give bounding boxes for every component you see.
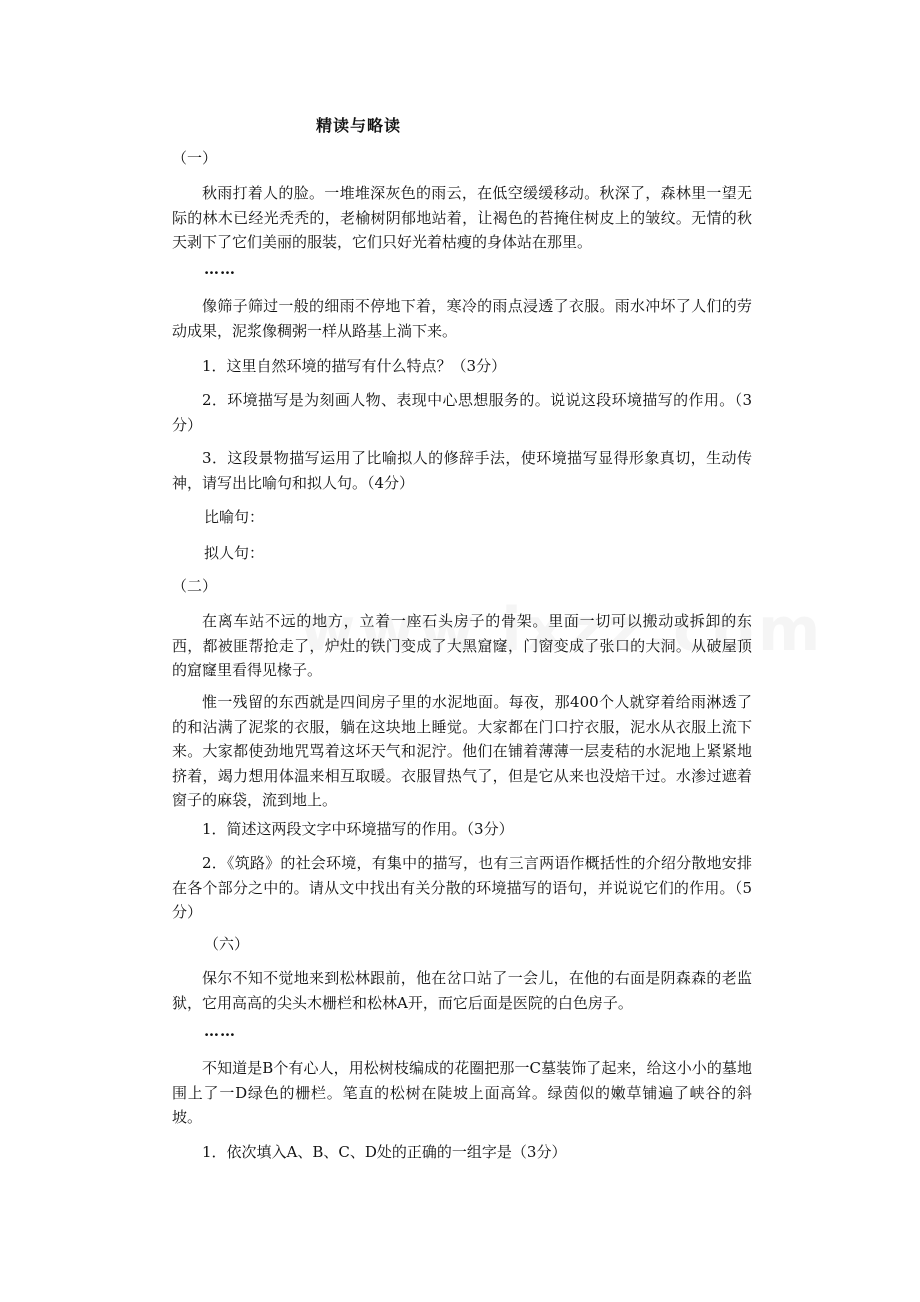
section-label-6: （六） [204, 935, 250, 953]
section1-paragraph-2: 像筛子筛过一般的细雨不停地下着，寒冷的雨点浸透了衣服。雨水冲坏了人们的劳动成果，泥浆像稠粥一样从路基上淌下来。 [172, 297, 752, 340]
section1-ellipsis: …… [204, 260, 236, 278]
section1-question-3: 3．这段景物描写运用了比喻拟人的修辞手法，使环境描写显得形象真切，生动传神，请写出比喻句和拟人句。（4分） [172, 449, 752, 492]
section2-paragraph-2: 惟一残留的东西就是四间房子里的水泥地面。每夜，那400个人就穿着给雨淋透了的和沾满了泥浆的衣服，躺在这块地上睡觉。大家都在门口拧衣服，泥水从衣服上流下来。大家都使劲地咒骂着这坏天气和泥泞。他们在铺着薄薄一层麦秸的水泥地上紧紧地挤着，竭力想用体温来相互取暖。衣服冒热气了，但是它从来也没焙干过。水渗过遮着窗子的麻袋，流到地上。 [172, 693, 752, 809]
section2-question-2: 2．《筑路》的社会环境，有集中的描写，也有三言两语作概括性的介绍分散地安排在各个部分之中的。请从文中找出有关分散的环境描写的语句，并说说它们的作用。（5分） [172, 854, 752, 921]
section1-question-2: 2．环境描写是为刻画人物、表现中心思想服务的。说说这段环境描写的作用。（3分） [172, 391, 752, 434]
section2-paragraph-1: 在离车站不远的地方，立着一座石头房子的骨架。里面一切可以搬动或拆卸的东西，都被匪帮抢走了，炉灶的铁门变成了大黑窟窿，门窗变成了张口的大洞。从破屋顶的窟窿里看得见椽子。 [172, 612, 752, 679]
section6-ellipsis: …… [204, 1022, 236, 1040]
section1-question-1: 1．这里自然环境的描写有什么特点？（3分） [202, 357, 507, 375]
section-label-2: （二） [172, 577, 218, 595]
page-title: 精读与略读 [316, 116, 402, 135]
section6-question-1: 1．依次填入A、B、C、D处的正确的一组字是（3分） [202, 1143, 567, 1161]
section-label-1: （一） [172, 149, 218, 167]
section2-question-1: 1．简述这两段文字中环境描写的作用。（3分） [202, 820, 514, 838]
simile-answer-label: 比喻句： [204, 508, 265, 526]
section1-paragraph-1: 秋雨打着人的脸。一堆堆深灰色的雨云，在低空缓缓移动。秋深了，森林里一望无际的林木已经光秃秃的，老榆树阴郁地站着，让褐色的苔掩住树皮上的皱纹。无情的秋天剥下了它们美丽的服装，它们只好光着枯瘦的身体站在那里。 [172, 184, 752, 251]
section6-paragraph-1: 保尔不知不觉地来到松林跟前，他在岔口站了一会儿，在他的右面是阴森森的老监狱，它用高高的尖头木栅栏和松林A开，而它后面是医院的白色房子。 [172, 969, 752, 1012]
section6-paragraph-2: 不知道是B个有心人，用松树枝编成的花圈把那一C墓装饰了起来，给这小小的墓地围上了一D绿色的栅栏。笔直的松树在陡坡上面高耸。绿茵似的嫩草铺遍了峡谷的斜坡。 [172, 1059, 752, 1126]
personification-answer-label: 拟人句： [204, 544, 265, 562]
watermark [300, 595, 824, 665]
